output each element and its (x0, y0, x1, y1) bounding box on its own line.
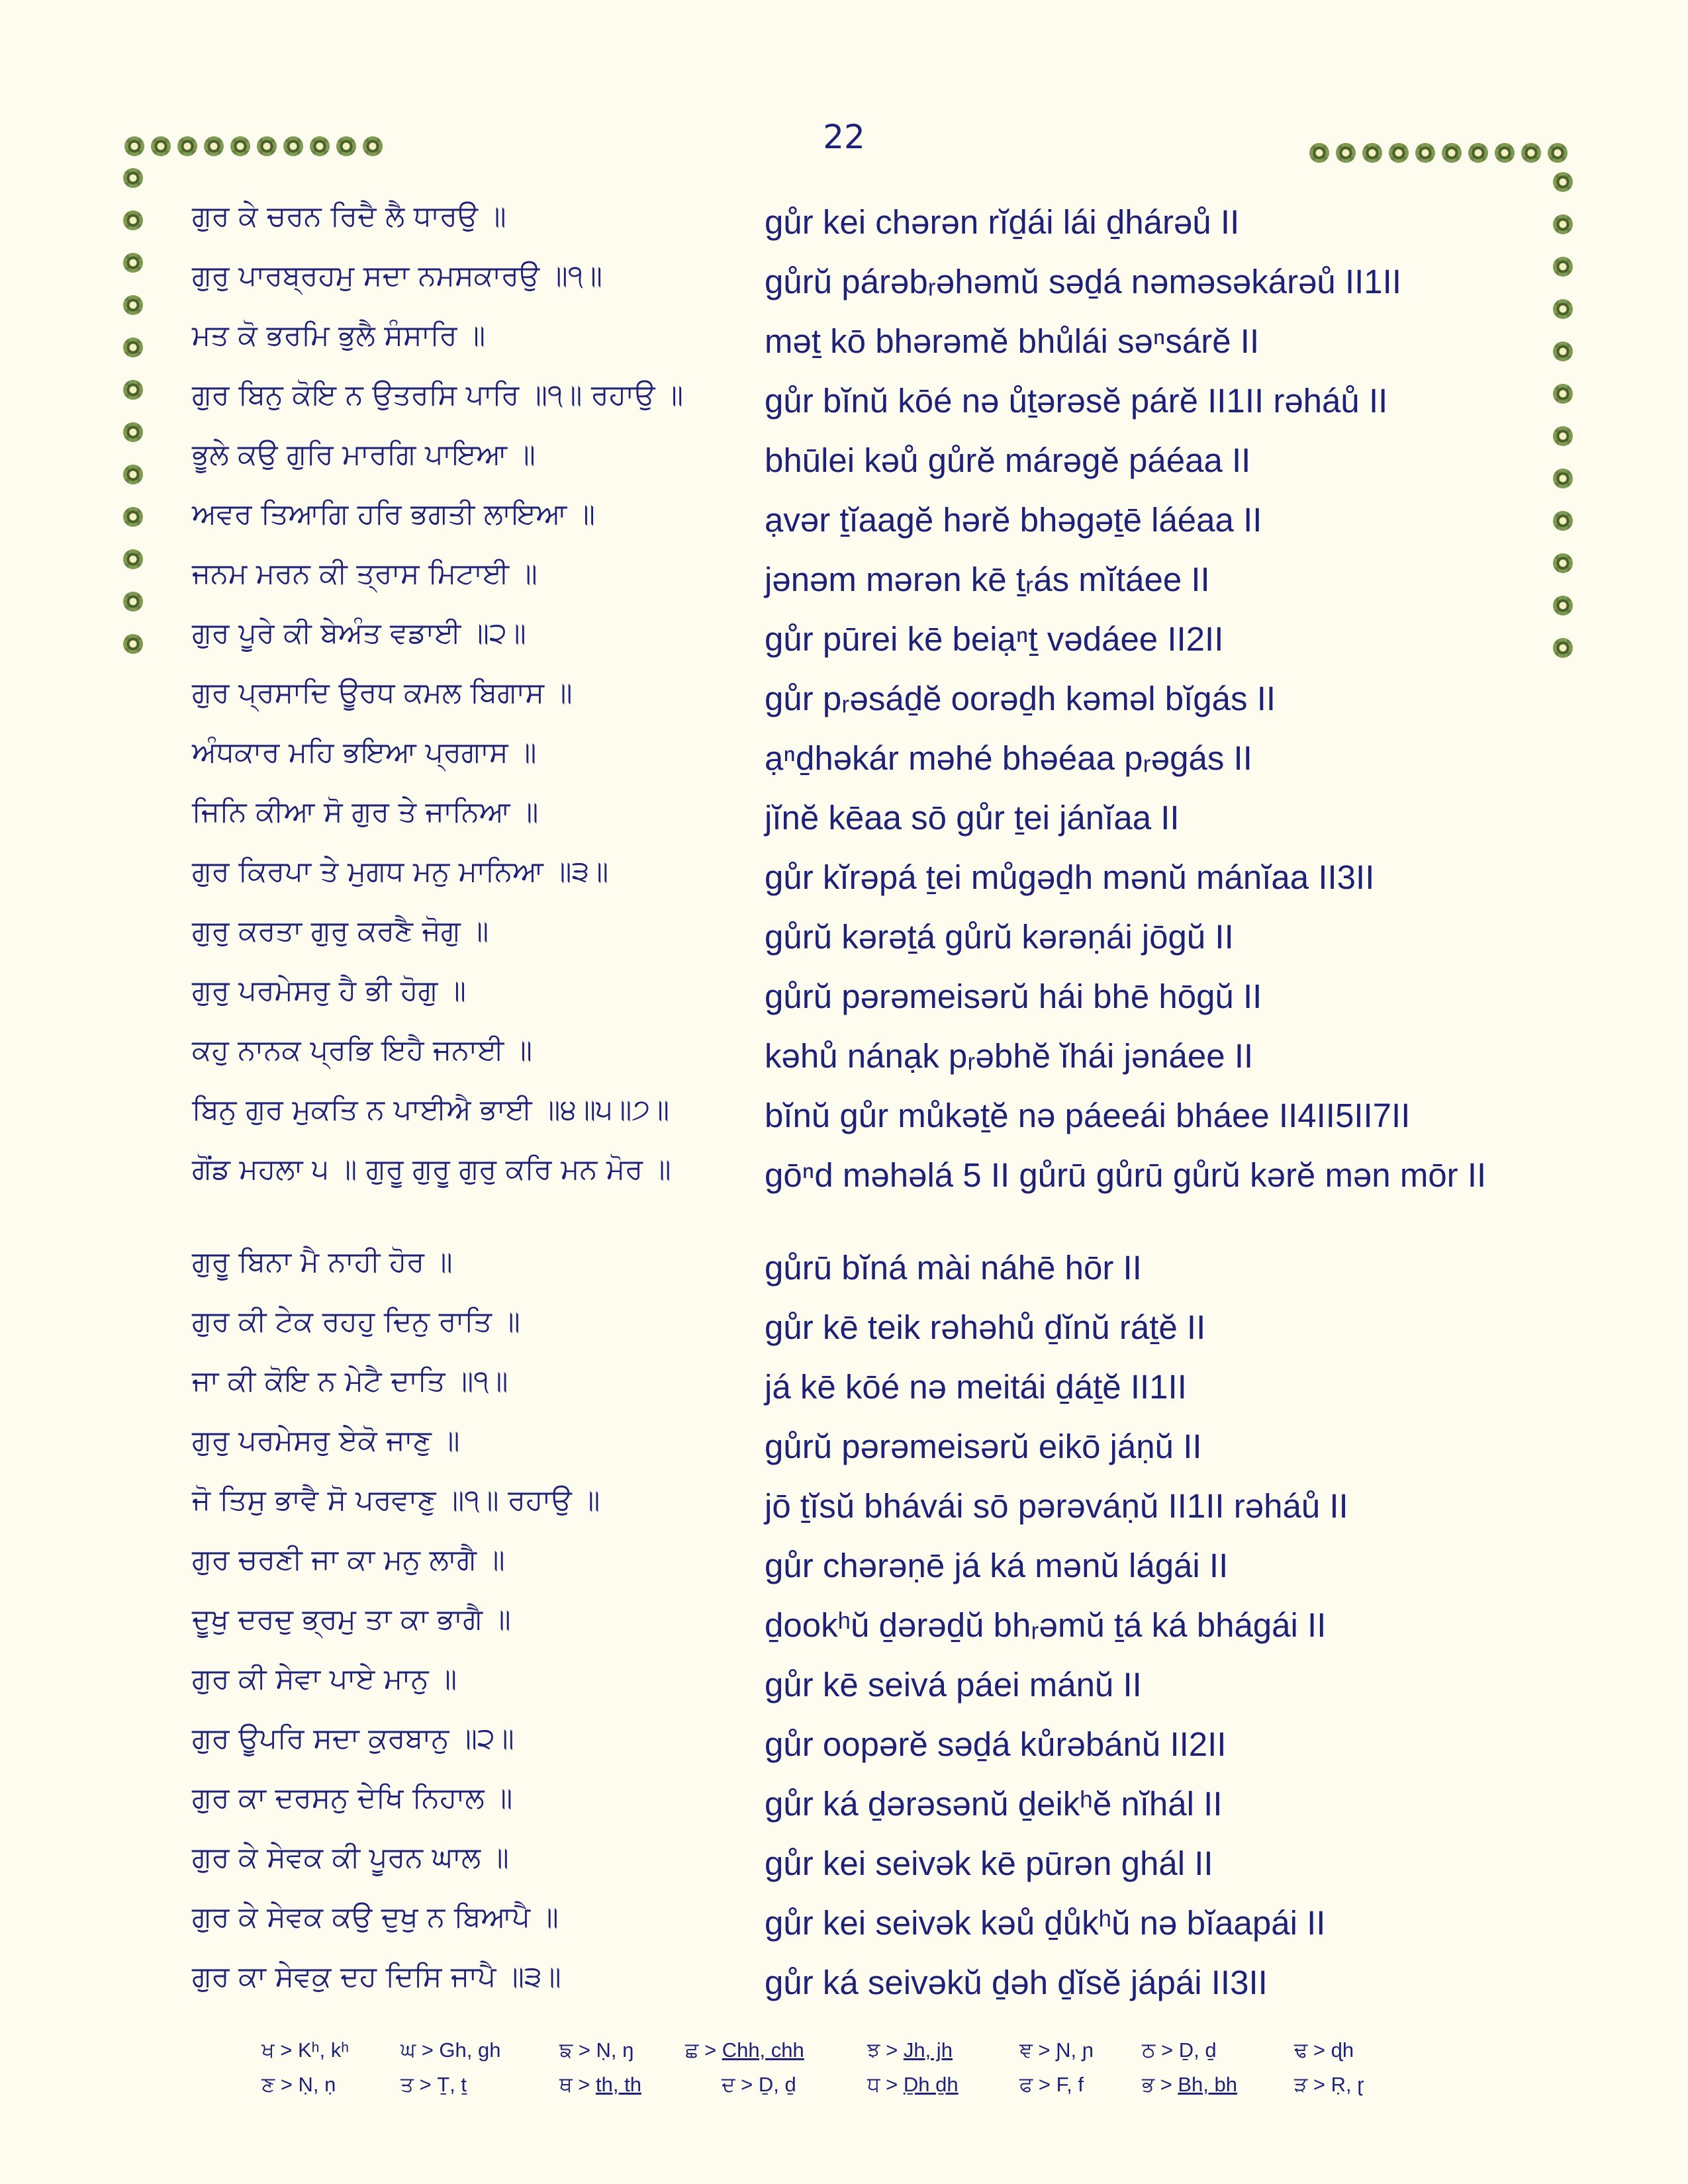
legend-item: ਣ > Ṇ, ṇ (261, 2073, 336, 2096)
transliteration-text: gůr kē seivá páei mánŭ II (765, 1666, 1142, 1704)
transliteration-text: ạⁿḏhəkár məhé bhəéaa pᵣəgás II (765, 739, 1252, 777)
gurmukhi-text: ਬਿਨੁ ਗੁਰ ਮੁਕਤਿ ਨ ਪਾਈਐ ਭਾਈ ॥੪॥੫॥੭॥ (192, 1093, 670, 1126)
transliteration-text: gůr ká ḏərəsənŭ ḏeikʰĕ nĭhál II (765, 1785, 1223, 1823)
legend-item: ਙ > Ṇ, ŋ (559, 2038, 634, 2062)
legend-item: ਠ > Ḏ, ḏ (1142, 2038, 1217, 2062)
flower-ornament-icon (1553, 257, 1573, 277)
legend-item: ਭ > Bh, bh (1142, 2073, 1237, 2096)
legend-item: ਥ > th, th (559, 2073, 641, 2096)
transliteration-text: kəhů nánạk pᵣəbhĕ ĭhái jənáee II (765, 1037, 1254, 1075)
flower-ornament-icon (123, 634, 143, 654)
flower-ornament-icon (1389, 143, 1409, 163)
transliteration-text: bhūlei kəů gůrĕ márəgĕ páéaa II (765, 441, 1251, 479)
gurmukhi-text: ਅੰਧਕਾਰ ਮਹਿ ਭਇਆ ਪ੍ਰਗਾਸ ॥ (192, 736, 537, 769)
transliteration-text: já kē kōé nə meitái ḏáṯĕ II1II (765, 1368, 1187, 1406)
transliteration-text: jō ṯĭsŭ bhávái sō pərəváṇŭ II1II rəháů II (765, 1487, 1348, 1525)
flower-ornament-icon (123, 210, 143, 230)
transliteration-text: gůr kē teik rəhəhů ḏĭnŭ ráṯĕ II (765, 1308, 1206, 1346)
gurmukhi-text: ਜਨਮ ਮਰਨ ਕੀ ਤ੍ਰਾਸ ਮਿਟਾਈ ॥ (192, 557, 538, 590)
transliteration-text: gůr kĭrəpá ṯei můgəḏh mənŭ mánĭaa II3II (765, 858, 1375, 896)
transliteration-text: gůr kei chərən rĭḏái lái ḏhárəů II (765, 203, 1240, 241)
gurmukhi-text: ਗੁਰੁ ਪਰਮੇਸਰੁ ਏਕੋ ਜਾਣੁ ॥ (192, 1424, 460, 1457)
flower-ornament-icon (1495, 143, 1515, 163)
gurmukhi-text: ਮਤ ਕੋ ਭਰਮਿ ਭੁਲੈ ਸੰਸਾਰਿ ॥ (192, 319, 486, 352)
flower-ornament-icon (283, 136, 303, 156)
gurmukhi-text: ਗੁਰ ਬਿਨੁ ਕੋਇ ਨ ਉਤਰਸਿ ਪਾਰਿ ॥੧॥ ਰਹਾਉ ॥ (192, 379, 684, 412)
gurmukhi-text: ਗੁਰੁ ਪਾਰਬ੍ਰਹਮੁ ਸਦਾ ਨਮਸਕਾਰਉ ॥੧॥ (192, 259, 603, 293)
transliteration-text: jĭnĕ kēaa sō gůr ṯei jánĭaa II (765, 799, 1180, 837)
legend-item: ਦ > Ḏ, ḏ (722, 2073, 796, 2096)
gurmukhi-text: ਗੁਰ ਕੀ ਟੇਕ ਰਹਹੁ ਦਿਨੁ ਰਾਤਿ ॥ (192, 1305, 520, 1338)
gurmukhi-text: ਜੋ ਤਿਸੁ ਭਾਵੈ ਸੋ ਪਰਵਾਣੁ ॥੧॥ ਰਹਾਉ ॥ (192, 1484, 600, 1517)
flower-ornament-icon (124, 136, 144, 156)
flower-ornament-icon (230, 136, 250, 156)
gurmukhi-text: ਗੁਰ ਪੂਰੇ ਕੀ ਬੇਅੰਤ ਵਡਾਈ ॥੨॥ (192, 617, 526, 650)
flower-ornament-icon (123, 465, 143, 484)
flower-ornament-icon (123, 253, 143, 273)
flower-ornament-icon (1553, 384, 1573, 404)
transliteration-text: bĭnŭ gůr můkəṯĕ nə páeeái bháee II4II5II7II (765, 1097, 1411, 1134)
legend-item: ਛ > Chh, chh (685, 2038, 804, 2062)
flower-ornament-icon (1553, 553, 1573, 573)
legend-row (0, 2073, 1688, 2099)
page-number: 22 (823, 118, 865, 156)
transliteration-text: gůrŭ pərəmeisərŭ hái bhē hōgŭ II (765, 978, 1262, 1015)
legend-item: ਧ > Ḏh ḏh (867, 2073, 959, 2096)
flower-ornament-icon (151, 136, 171, 156)
flower-ornament-icon (204, 136, 224, 156)
transliteration-text: gůr oopərĕ səḏá kůrəbánŭ II2II (765, 1725, 1227, 1763)
gurmukhi-text: ਗੁਰੁ ਪਰਮੇਸਰੁ ਹੈ ਭੀ ਹੋਗੁ ॥ (192, 974, 466, 1007)
transliteration-text: gůr chərəṇē já ká mənŭ lágái II (765, 1547, 1229, 1584)
transliteration-text: gůrŭ párəbᵣəhəmŭ səḏá nəməsəkárəů II1II (765, 263, 1402, 300)
gurmukhi-text: ਜਾ ਕੀ ਕੋਇ ਨ ਮੇਟੈ ਦਾਤਿ ॥੧॥ (192, 1365, 508, 1398)
legend-item: ਢ > ɖh (1294, 2038, 1354, 2062)
flower-ornament-icon (1548, 143, 1568, 163)
gurmukhi-text: ਗੁਰ ਊਪਰਿ ਸਦਾ ਕੁਰਬਾਨੁ ॥੨॥ (192, 1722, 514, 1755)
gurmukhi-text: ਦੂਖੁ ਦਰਦੁ ਭ੍ਰਮੁ ਤਾ ਕਾ ਭਾਗੈ ॥ (192, 1603, 511, 1636)
flower-ornament-icon (177, 136, 197, 156)
legend-item: ਞ > Ɲ, ɲ (1019, 2038, 1094, 2062)
flower-ornament-icon (257, 136, 277, 156)
transliteration-text: ạvər ṯĭaagĕ hərĕ bhəgəṯē láéaa II (765, 501, 1262, 539)
gurmukhi-text: ਭੂਲੇ ਕਉ ਗੁਰਿ ਮਾਰਗਿ ਪਾਇਆ ॥ (192, 438, 536, 471)
gurmukhi-text: ਜਿਨਿ ਕੀਆ ਸੋ ਗੁਰ ਤੇ ਜਾਨਿਆ ॥ (192, 796, 539, 829)
gurmukhi-text: ਗੁਰ ਚਰਣੀ ਜਾ ਕਾ ਮਨੁ ਲਾਗੈ ॥ (192, 1543, 505, 1576)
flower-ornament-icon (123, 295, 143, 315)
legend-item: ਫ > F, f (1019, 2073, 1084, 2096)
flower-ornament-icon (1442, 143, 1462, 163)
transliteration-text: gůr kei seivək kē pūrən ghál II (765, 1844, 1213, 1882)
transliteration-text: gůrŭ kərəṯá gůrŭ kərəṇái jōgŭ II (765, 918, 1234, 956)
flower-ornament-icon (310, 136, 330, 156)
flower-ornament-icon (1521, 143, 1541, 163)
flower-ornament-icon (1553, 469, 1573, 488)
transliteration-text: gůr pūrei kē beiạⁿṯ vədáee II2II (765, 620, 1224, 658)
flower-ornament-icon (1336, 143, 1356, 163)
gurmukhi-text: ਗੁਰ ਕਾ ਸੇਵਕੁ ਦਹ ਦਿਸਿ ਜਾਪੈ ॥੩॥ (192, 1960, 561, 1993)
flower-ornament-icon (363, 136, 383, 156)
transliteration-text: gůr pᵣəsáḏĕ oorəḏh kəməl bĭgás II (765, 680, 1276, 717)
legend-item: ਤ > Ṯ, ṯ (400, 2073, 467, 2096)
flower-ornament-icon (123, 549, 143, 569)
transliteration-text: gůr kei seivək kəů ḏůkʰŭ nə bĭaapái II (765, 1904, 1326, 1942)
gurmukhi-text: ਗੁਰ ਕੇ ਸੇਵਕ ਕਉ ਦੁਖੁ ਨ ਬਿਆਪੈ ॥ (192, 1901, 559, 1934)
flower-ornament-icon (123, 168, 143, 188)
flower-ornament-icon (1553, 214, 1573, 234)
flower-ornament-icon (336, 136, 356, 156)
legend-item: ਝ > Jh, jh (867, 2038, 953, 2062)
flower-ornament-icon (1309, 143, 1329, 163)
transliteration-text: gōⁿd məhəlá 5 II gůrū gůrū gůrŭ kərĕ mən mōr II (765, 1156, 1487, 1194)
flower-ornament-icon (1553, 341, 1573, 361)
gurmukhi-text: ਗੋਂਡ ਮਹਲਾ ੫ ॥ ਗੁਰੂ ਗੁਰੂ ਗੁਰੁ ਕਰਿ ਮਨ ਮੋਰ ॥ (192, 1153, 671, 1186)
flower-ornament-icon (1553, 511, 1573, 531)
flower-ornament-icon (1415, 143, 1435, 163)
legend-row (0, 2038, 1688, 2065)
transliteration-text: məṯ kō bhərəmĕ bhůlái səⁿsárĕ II (765, 322, 1260, 360)
gurmukhi-text: ਗੁਰ ਪ੍ਰਸਾਦਿ ਊਰਧ ਕਮਲ ਬਿਗਾਸ ॥ (192, 676, 573, 709)
gurmukhi-text: ਗੁਰ ਕਾ ਦਰਸਨੁ ਦੇਖਿ ਨਿਹਾਲ ॥ (192, 1782, 513, 1815)
gurmukhi-text: ਕਹੁ ਨਾਨਕ ਪ੍ਰਭਿ ਇਹੈ ਜਨਾਈ ॥ (192, 1034, 532, 1067)
gurmukhi-text: ਗੁਰੁ ਕਰਤਾ ਗੁਰੁ ਕਰਣੈ ਜੋਗੁ ॥ (192, 915, 489, 948)
transliteration-text: gůr ká seivəkŭ ḏəh ḏĭsĕ jápái II3II (765, 1964, 1268, 2001)
gurmukhi-text: ਗੁਰ ਕੇ ਚਰਨ ਰਿਦੈ ਲੈ ਧਾਰਉ ॥ (192, 200, 506, 233)
flower-ornament-icon (1553, 638, 1573, 658)
transliteration-text: jənəm mərən kē ṯᵣás mĭtáee II (765, 561, 1210, 598)
legend-item: ਘ > Gh, gh (400, 2038, 501, 2062)
transliteration-text: ḏookʰŭ ḏərəḏŭ bhᵣəmŭ ṯá ká bhágái II (765, 1606, 1327, 1644)
flower-ornament-icon (1553, 299, 1573, 319)
flower-ornament-icon (1553, 172, 1573, 192)
gurmukhi-text: ਗੁਰ ਕੇ ਸੇਵਕ ਕੀ ਪੂਰਨ ਘਾਲ ॥ (192, 1841, 509, 1874)
flower-ornament-icon (1362, 143, 1382, 163)
flower-ornament-icon (1468, 143, 1488, 163)
flower-ornament-icon (1553, 426, 1573, 446)
legend-item: ੜ > Ṛ, ɽ (1294, 2073, 1364, 2096)
transliteration-text: gůrū bĭná mài náhē hōr II (765, 1249, 1142, 1287)
gurmukhi-text: ਗੁਰ ਕੀ ਸੇਵਾ ਪਾਏ ਮਾਨੁ ॥ (192, 1662, 457, 1696)
flower-ornament-icon (123, 507, 143, 527)
transliteration-text: gůrŭ pərəmeisərŭ eikō jáṇŭ II (765, 1428, 1202, 1465)
flower-ornament-icon (123, 422, 143, 442)
gurmukhi-text: ਗੁਰ ਕਿਰਪਾ ਤੇ ਮੁਗਧ ਮਨੁ ਮਾਨਿਆ ॥੩॥ (192, 855, 609, 888)
flower-ornament-icon (123, 338, 143, 357)
gurmukhi-text: ਗੁਰੂ ਬਿਨਾ ਮੈ ਨਾਹੀ ਹੋਰ ॥ (192, 1246, 453, 1279)
legend-item: ਖ > Kʰ, kʰ (261, 2038, 350, 2062)
flower-ornament-icon (123, 592, 143, 612)
flower-ornament-icon (1553, 596, 1573, 615)
gurmukhi-text: ਅਵਰ ਤਿਆਗਿ ਹਰਿ ਭਗਤੀ ਲਾਇਆ ॥ (192, 498, 595, 531)
transliteration-text: gůr bĭnŭ kōé nə ůṯərəsĕ párĕ II1II rəháů II (765, 382, 1388, 420)
flower-ornament-icon (123, 380, 143, 400)
